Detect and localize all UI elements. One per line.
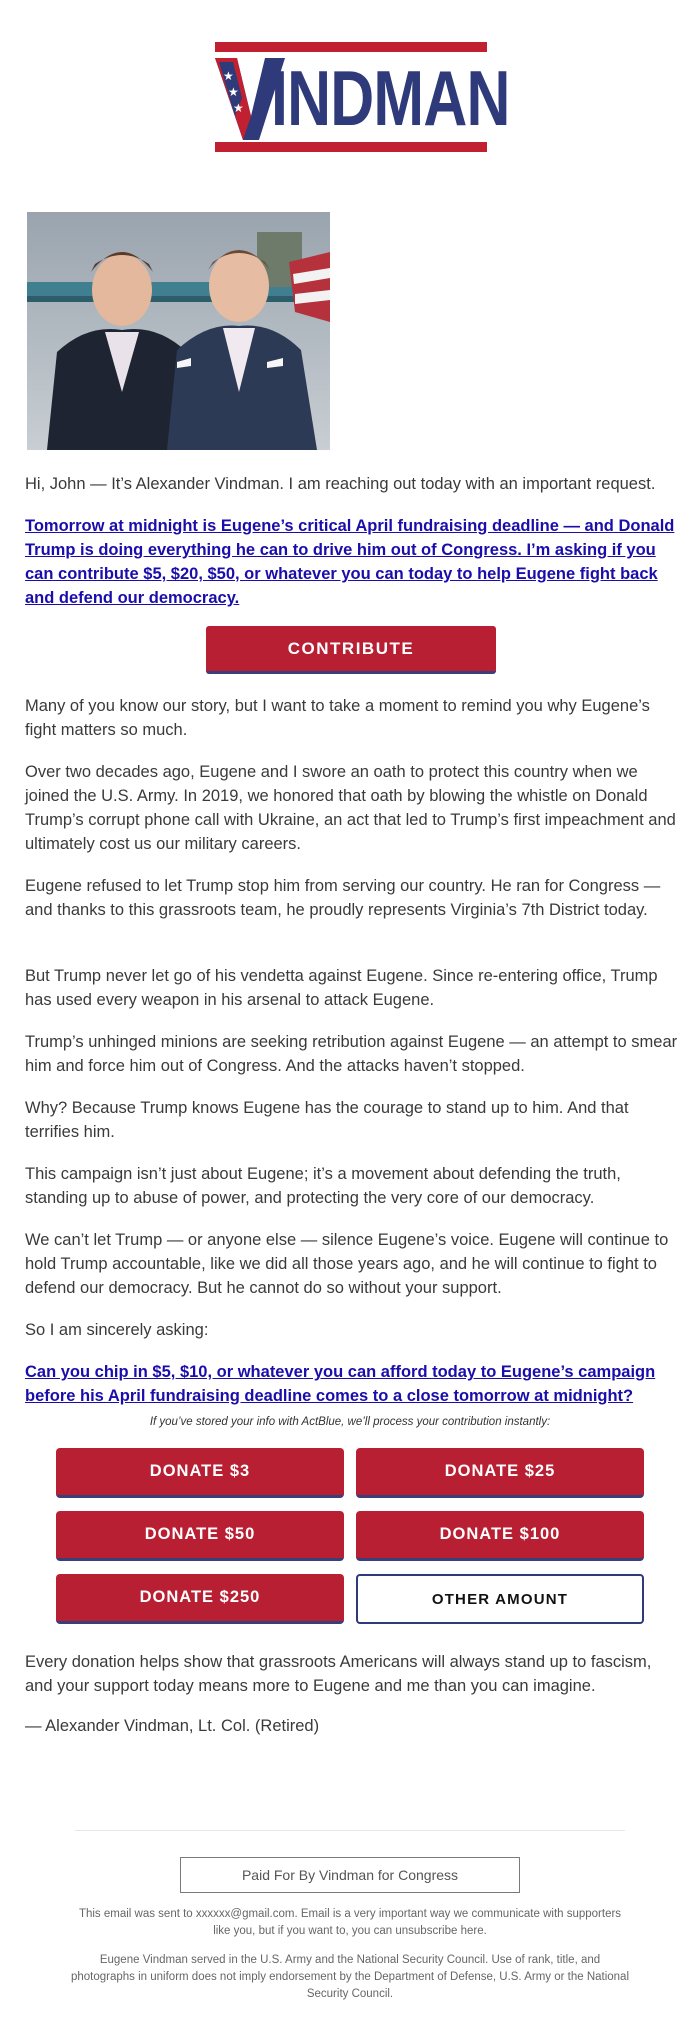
svg-text:★: ★ bbox=[223, 69, 234, 83]
vindman-logo bbox=[215, 42, 510, 154]
footer-sent-to: This email was sent to xxxxxx@gmail.com. Email is a very important way we communicate with supporters like you, but if you want to, you can unsubscribe here. bbox=[78, 1908, 622, 1937]
body-paragraph: Why? Because Trump knows Eugene has the courage to stand up to him. And that terrifies him. bbox=[25, 1099, 629, 1141]
vindman-brothers-photo bbox=[27, 212, 330, 450]
body-paragraph: Eugene refused to let Trump stop him from serving our country. He ran for Congress — and thanks to this grassroots team, he proudly represents Virginia’s 7th District today. bbox=[25, 877, 661, 919]
greeting-text: Hi, John — It’s Alexander Vindman. I am reaching out today with an important request. bbox=[25, 475, 656, 493]
ask-donation-link[interactable]: Can you chip in $5, $10, or whatever you can afford today to Eugene’s campaign before his April fundraising deadline comes to a close tomorrow at midnight? bbox=[25, 1363, 656, 1405]
actblue-note: If you’ve stored your info with ActBlue, we’ll process your contribution instantly: bbox=[149, 1416, 551, 1428]
body-paragraph: But Trump never let go of his vendetta against Eugene. Since re-entering office, Trump has used every weapon in his arsenal to attack Eugene. bbox=[25, 967, 658, 1009]
body-paragraph: This campaign isn’t just about Eugene; it’s a movement about defending the truth, standing up to abuse of power, and protecting the very core of our democracy. bbox=[25, 1165, 621, 1207]
donate-25-button[interactable]: DONATE $25 bbox=[356, 1448, 644, 1498]
signature: — Alexander Vindman, Lt. Col. (Retired) bbox=[25, 1717, 320, 1735]
footer-disclaimer: Eugene Vindman served in the U.S. Army and the National Security Council. Use of rank, title, and photographs in uniform does not imply endorsement by the Department of Defense, U.S. Army or the National Security Council. bbox=[70, 1954, 630, 2000]
donate-other-amount-button[interactable]: OTHER AMOUNT bbox=[356, 1574, 644, 1624]
lead-donation-link[interactable]: Tomorrow at midnight is Eugene’s critical April fundraising deadline — and Donald Trump is doing everything he can to drive him out of Congress. I’m asking if you can contribute $5, $20, $50, or whatever you can today to help Eugene fight back and defend our democracy. bbox=[25, 517, 675, 607]
logo-top-bar bbox=[215, 42, 487, 52]
logo-wordmark: INDMAN bbox=[271, 54, 510, 142]
body-paragraph: Trump’s unhinged minions are seeking retribution against Eugene — an attempt to smear him and force him out of Congress. And the attacks haven’t stopped. bbox=[25, 1033, 678, 1075]
svg-text:★: ★ bbox=[233, 101, 244, 115]
footer-divider bbox=[75, 1830, 625, 1831]
paid-for-box: Paid For By Vindman for Congress bbox=[180, 1857, 520, 1893]
body-paragraph: Over two decades ago, Eugene and I swore an oath to protect this country when we joined the U.S. Army. In 2019, we honored that oath by blowing the whistle on Donald Trump’s corrupt phone call with Ukraine, an act that led to Trump’s first impeachment and ultimately cost us our military careers. bbox=[25, 763, 676, 853]
contribute-button[interactable]: CONTRIBUTE bbox=[206, 626, 496, 674]
svg-text:★: ★ bbox=[228, 85, 239, 99]
closing-paragraph: Every donation helps show that grassroots Americans will always stand up to fascism, and your support today means more to Eugene and me than you can imagine. bbox=[25, 1653, 652, 1695]
donate-3-button[interactable]: DONATE $3 bbox=[56, 1448, 344, 1498]
donate-50-button[interactable]: DONATE $50 bbox=[56, 1511, 344, 1561]
donate-250-button[interactable]: DONATE $250 bbox=[56, 1574, 344, 1624]
logo-bottom-bar bbox=[215, 142, 487, 152]
body-paragraph: Many of you know our story, but I want to take a moment to remind you why Eugene’s fight matters so much. bbox=[25, 697, 650, 739]
donate-100-button[interactable]: DONATE $100 bbox=[356, 1511, 644, 1561]
body-paragraph: So I am sincerely asking: bbox=[25, 1321, 209, 1339]
body-paragraph: We can’t let Trump — or anyone else — silence Eugene’s voice. Eugene will continue to hold Trump accountable, like we did all those years ago, and he will continue to fight to defend our democracy. But he cannot do so without your support. bbox=[25, 1231, 669, 1297]
